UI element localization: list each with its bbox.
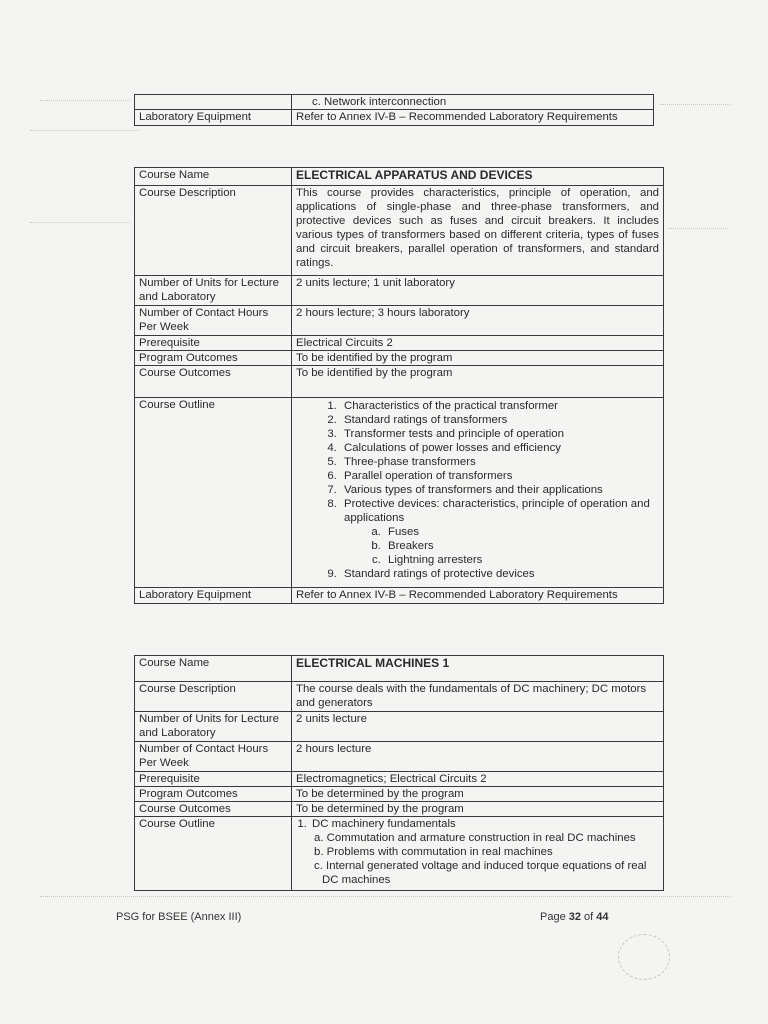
table-cell-value: Refer to Annex IV-B – Recommended Laboratory Requirements [292,110,654,126]
course-name: ELECTRICAL MACHINES 1 [292,656,664,682]
course-outcomes-value: To be identified by the program [292,366,664,398]
course-outline [292,398,664,588]
program-outcomes-value: To be identified by the program [292,351,664,366]
course-name: ELECTRICAL APPARATUS AND DEVICES [292,168,664,186]
table-cell-value: c. Network interconnection [292,95,654,110]
page-prefix: Page [540,911,569,923]
course-name-label: Course Name [135,656,292,682]
list-item-text: Protective devices: characteristics, principle of operation and applications [344,498,650,524]
list-item: c. Internal generated voltage and induced torque equations of real DC machines [314,860,647,886]
course-outline-list [296,399,659,581]
list-item: a. Fuses [384,525,659,539]
page-number [540,911,609,923]
course-outline-list [296,817,659,887]
contact-hours-value: 2 hours lecture [292,742,664,772]
course-outcomes-label: Course Outcomes [135,802,292,817]
table-cell-label [135,95,292,110]
list-item: 7. Various types of transformers and their applications [340,483,659,497]
list-item: b. Problems with commutation in real machines [314,846,553,858]
program-outcomes-label: Program Outcomes [135,351,292,366]
list-item [340,497,659,567]
list-item: 1. Characteristics of the practical transformer [340,399,659,413]
program-outcomes-value: To be determined by the program [292,787,664,802]
scan-line [30,130,140,131]
course-name-label: Course Name [135,168,292,186]
program-outcomes-label: Program Outcomes [135,787,292,802]
course-table-electrical-apparatus [134,167,664,604]
laboratory-equipment-value: Refer to Annex IV-B – Recommended Laboratory Requirements [292,588,664,604]
sub-list [312,831,659,887]
prerequisite-value: Electrical Circuits 2 [292,336,664,351]
scan-line [668,228,728,229]
list-item: c. Lightning arresters [384,553,659,567]
list-item: a. Commutation and armature construction in real DC machines [314,832,636,844]
laboratory-equipment-label: Laboratory Equipment [135,588,292,604]
page-separator: of [581,911,597,923]
list-item: b. Breakers [384,539,659,553]
prerequisite-value: Electromagnetics; Electrical Circuits 2 [292,772,664,787]
list-item: 4. Calculations of power losses and efficiency [340,441,659,455]
prerequisite-label: Prerequisite [135,336,292,351]
scan-line [40,100,130,101]
course-table-electrical-machines [134,655,664,891]
course-description-label: Course Description [135,682,292,712]
units-label: Number of Units for Lecture and Laboratory [135,276,292,306]
course-outcomes-label: Course Outcomes [135,366,292,398]
course-outcomes-value: To be determined by the program [292,802,664,817]
scan-line [30,222,130,223]
course-outline [292,817,664,891]
contact-hours-value: 2 hours lecture; 3 hours laboratory [292,306,664,336]
contact-hours-label: Number of Contact Hours Per Week [135,742,292,772]
list-item: 2. Standard ratings of transformers [340,413,659,427]
page-current: 32 [568,911,581,923]
list-item: 5. Three-phase transformers [340,455,659,469]
scan-line [40,896,730,897]
course-outline-label: Course Outline [135,817,292,891]
list-item: 6. Parallel operation of transformers [340,469,659,483]
course-outline-label: Course Outline [135,398,292,588]
course-description: This course provides characteristics, principle of operation, and applications of single-phase and three-phase transformers, and protective devices such as fuses and circuit breakers. It includes various types of transformers based on different criteria, types of fuses and circuit breakers, parallel operation of transformers, and standard ratings. [292,186,664,276]
sub-list [344,525,659,567]
units-value: 2 units lecture; 1 unit laboratory [292,276,664,306]
list-item-text: DC machinery fundamentals [312,818,456,830]
contact-hours-label: Number of Contact Hours Per Week [135,306,292,336]
list-item: 3. Transformer tests and principle of operation [340,427,659,441]
seal-stamp [618,934,670,980]
list-item [310,817,659,887]
footer-left: PSG for BSEE (Annex III) [116,911,242,923]
prerequisite-label: Prerequisite [135,772,292,787]
table-cell-label: Laboratory Equipment [135,110,292,126]
course-description: The course deals with the fundamentals of DC machinery; DC motors and generators [292,682,664,712]
scan-line [660,104,730,105]
course-description-label: Course Description [135,186,292,276]
units-value: 2 units lecture [292,712,664,742]
page-total: 44 [596,911,609,923]
units-label: Number of Units for Lecture and Laboratory [135,712,292,742]
continuation-table [134,94,654,126]
list-item: 9. Standard ratings of protective devices [340,567,659,581]
